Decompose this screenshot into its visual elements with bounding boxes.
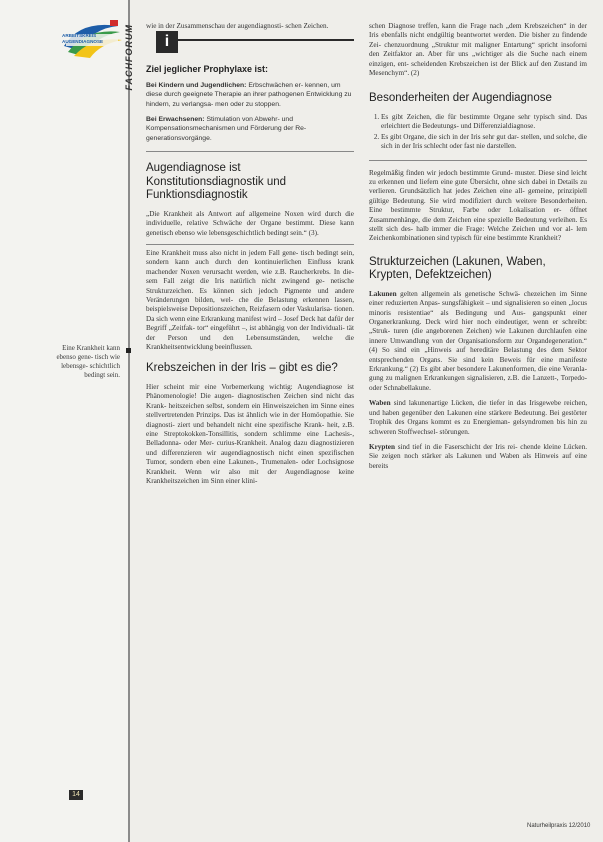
- heading-konstitution: Augendiagnose ist Konstitutionsdiagnostik und Funktionsdiagnostik: [146, 162, 287, 202]
- quote-marker: [126, 348, 131, 353]
- body-paragraph: Waben sind lakunenartige Lücken, die tiefer in das Irisgewebe reichen, und haben gegenüber den Lakunen eine stärkere Bedeutung. Bei gestörter Trophik des Organs kommt es zu Energieman- gelsyndromen bis hin zu schweren Stoffwechsel- störungen.: [369, 399, 587, 436]
- info-box-title: Ziel jeglicher Prophylaxe ist:: [146, 64, 269, 75]
- column-right: [369, 22, 587, 477]
- journal-footer: Naturheilpraxis 12/2010: [527, 823, 591, 829]
- info-box: [146, 33, 354, 143]
- heading-krebszeichen: Krebszeichen in der Iris – gibt es die?: [146, 362, 338, 375]
- left-sidebar: [0, 0, 134, 842]
- heading-strukturzeichen: Strukturzeichen (Lakunen, Waben, Krypten, Defektzeichen): [369, 255, 546, 282]
- logo-text: ARBEITSKREIS AUGENDIAGNOSE: [62, 33, 104, 44]
- body-paragraph: Regelmäßig finden wir jedoch bestimmte Grund- muster. Diese sind leicht zu erkennen und liefern eine gute Übersicht, ohne sich dabei in Details zu verlieren. Grundsätzlich hat jedes Zeichen eine all- gemeine, prinzipiell gültige Bedeutung. Sie wird modifiziert durch weitere Besonderheiten. Eine bestimmte Struktur, Farbe oder Lokalisation er- öffnet Zusammenhänge, die dem Zeichen eine spezielle Bedeutung verleihen. Es stellt sich des- halb immer die Frage: Welche Zeichen und vor al- lem Zeichenkombinationen sind typisch für eine bestimmte Krankheit?: [369, 168, 587, 243]
- sidebar-quote: Eine Krankheit kann ebenso gene- tisch wie lebensge- schichtlich bedingt sein.: [56, 344, 120, 379]
- list-item: 1. Es gibt Zeichen, die für bestimmte Organe sehr typisch sind. Das erleichtert die Bedeutungs- und Differenzialdiagnose.: [381, 113, 587, 132]
- page-number: 14: [69, 790, 83, 800]
- besonderheiten-list: [369, 113, 587, 152]
- info-icon: i: [156, 31, 178, 53]
- body-paragraph: Hier scheint mir eine Vorbemerkung wichtig: Augendiagnose ist Phänomenologie! Die augen- diagnostischen Zeichen sind nicht das Krank- heitszeichen selbst, sondern ein Hinweiszeichen im Sinne eines stellvertretenden Prinzips. Das ist ähnlich wie in der Homöopathie. Sie diagnosti- ziert und behandelt nicht eine spezifische Krank- heit, z.B. eine Streptokokken-Tonsillitis, sondern schlimme eine Lachesis-, Belladonna- oder Mer- curius-Krankheit. Analog dazu diagnostizieren und differenzieren wir augendiagnostisch nicht einen spezifischen Tumor, sondern eben eine Lakunen-, Trumenalen- oder Lochsignose Krankheit. Wenn wir also mit der Augendiagnose keine Krankheitszeichen im Sinn einer klini-: [146, 382, 354, 485]
- heading-besonderheiten: Besonderheiten der Augendiagnose: [369, 92, 552, 105]
- divider: [146, 151, 354, 152]
- info-bar: [178, 39, 354, 41]
- column-left: [146, 22, 354, 492]
- list-item: 2. Es gibt Organe, die sich in der Iris sehr gut dar- stellen, und solche, die sich in der Iris schlecht oder fast nie darstellen.: [381, 133, 587, 152]
- intro-text: schen Diagnose treffen, kann die Frage nach „dem Krebszeichen“ in der Iris ebenfalls nicht endgültig beantwortet werden. Die bisher zu findende Zei- chenzuordnung „Struktur mit maligner Entartung“ spricht insoforni den Zeitfaktor an. Aber für uns „wichtiger als die Suche nach einem einzigen, ent- scheidenden Krebszeichen ist der Blick auf den Zustand im Mesenchym“. (2): [369, 22, 587, 78]
- body-paragraph: Lakunen gelten allgemein als genetische Schwä- chezeichen im Sinne einer reduzierten Anpas- sungsfähigkeit – und signalisieren so einen „locus minoris resistentiae“ als Bedingung und Aus- gangspunkt einer Organerkrankung. Deck wird hier noch eindeutiger, wenn er schreibt: „Struk- turen (die angeborenen Zeichen) wie Lakunen durchlaufen eine innere Umwandlung von der Organisationsform zur Organdegeneration.“ (4) So sind ein „Hinweis auf hereditäre Belastung des dem Sektor entsprechenden Organs. Sie sind kein Beweis für eine manifeste Erkrankung.“ (2) Es gibt aber besondere Lakunenformen, die eine Veranla- gung zu malignen Erkrankungen signalisieren, z.B. die Lanzett-, Torpedo- oder Schnabellakune.: [369, 289, 587, 392]
- divider: [146, 244, 354, 245]
- info-box-para-adults: Bei Erwachsenen: Stimulation von Abwehr- und Kompensationsmechanismen und Förderung der Re- generationsvorgänge.: [146, 116, 307, 142]
- intro-text: wie in der Zusammenschau der augendiagnosti- schen Zeichen.: [146, 22, 329, 30]
- quote-block: „Die Krankheit als Antwort auf allgemeine Noxen wird durch die individuelle, relative Schwäche der Organe bestimmt. Diese kann genetisch ebenso wie lebensgeschichtlich bedingt sein.“ (3).: [146, 209, 354, 237]
- section-label: FACHFORUM: [124, 23, 134, 91]
- body-paragraph: Eine Krankheit muss also nicht in jedem Fall gene- tisch bedingt sein, sondern kann auch durch den kontinuierlichen Einfluss krank machender Noxen verursacht werden, wie z.B. Raucherkrebs. In die- sem Fall zeigt die Iris natürlich nicht zwingend ge- netische Strukturzeichen. Es können sich jedoch Pigmente und andere Veränderungen bilden, wel- che die Belastung erkennen lassen, beispielsweise Depositionszeichen, Reizfasern oder Vaskularisa- tionen. Da sich wenn eine Erkrankung manifest wird – Josef Deck hat dafür der Begriff „Zeitfak- tor“ eingeführt –, ist abhängig von der Individuali- tät der Person und den Lebensumständen, welche die Krankheitsentwicklung beeinflussen.: [146, 248, 354, 352]
- body-paragraph: Krypten sind tief in die Faserschicht der Iris rei- chende kleine Lücken. Sie zeigen noch stärker als Lakunen und Waben als Hinweis auf eine bereits: [369, 442, 587, 470]
- divider: [369, 160, 587, 161]
- info-box-para-children: Bei Kindern und Jugendlichen: Erbschwächen er- kennen, um diese durch geeignete Therapie an ihrer pathogenen Entwicklung zu hindern, zu verlangsa- men oder zu stoppen.: [146, 81, 352, 108]
